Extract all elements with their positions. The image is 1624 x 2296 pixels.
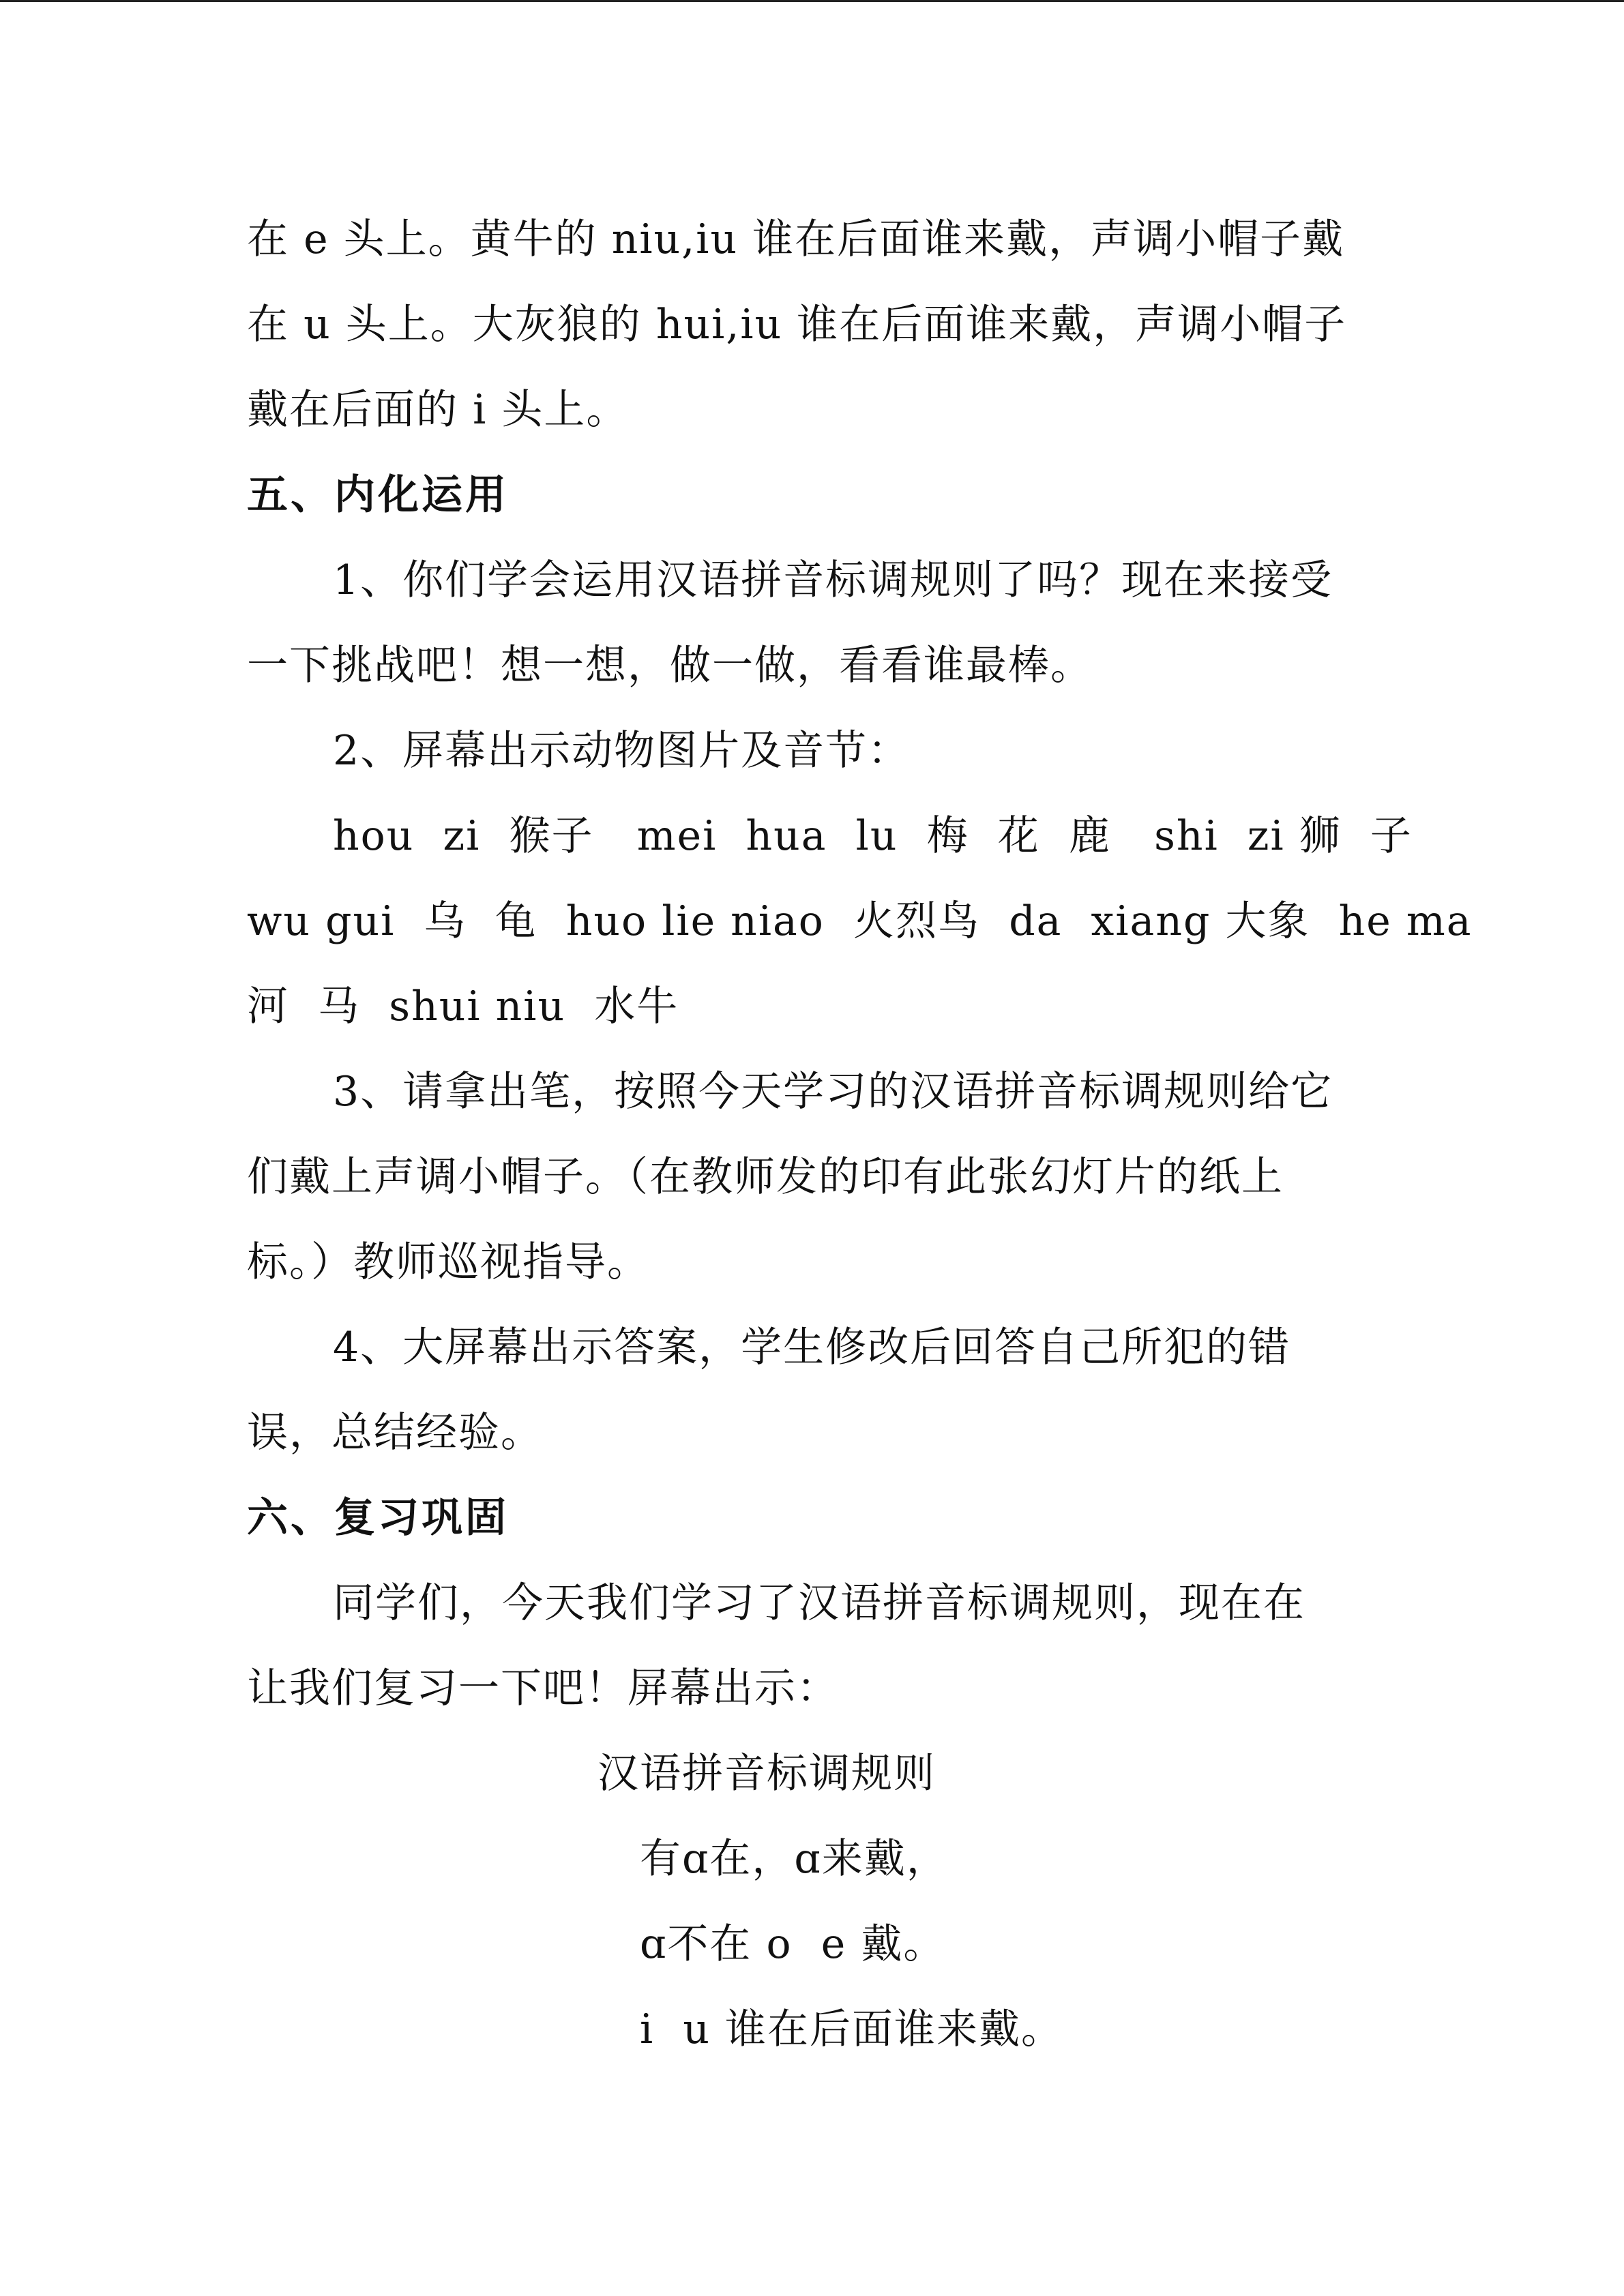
paragraph-3-line-3: 标。）教师巡视指导。: [247, 1238, 649, 1286]
section-heading-5: 五、内化运用: [247, 471, 509, 519]
rule-line-2: ɑ不在 o e 戴。: [640, 1920, 946, 1968]
rules-title: 汉语拼音标调规则: [597, 1750, 936, 1798]
review-paragraph-line-2: 让我们复习一下吧！屏幕出示：: [247, 1665, 839, 1712]
paragraph-1-line-2: 一下挑战吧！想一想，做一做，看看谁最棒。: [247, 642, 1093, 689]
body-line-1: 在 e 头上。黄牛的 niu,iu 谁在后面谁来戴，声调小帽子戴: [247, 215, 1345, 263]
page-top-border: [0, 0, 1624, 2]
review-paragraph-line-1: 同学们，今天我们学习了汉语拼音标调规则，现在在: [333, 1579, 1305, 1627]
pinyin-line-2: wu gui 乌 龟 huo lie niao 火烈鸟 da xiang 大象 he ma: [247, 897, 1473, 945]
paragraph-4-line-2: 误，总结经验。: [247, 1409, 543, 1457]
paragraph-2: 2、屏幕出示动物图片及音节：: [333, 727, 911, 775]
paragraph-1-line-1: 1、你们学会运用汉语拼音标调规则了吗？现在来接受: [333, 556, 1333, 604]
rule-line-3: i u 谁在后面谁来戴。: [640, 2006, 1064, 2053]
pinyin-line-1: hou zi 猴子 mei hua lu 梅 花 鹿 shi zi 狮 子: [333, 812, 1413, 860]
paragraph-4-line-1: 4、大屏幕出示答案，学生修改后回答自己所犯的错: [333, 1324, 1291, 1371]
section-heading-6: 六、复习巩固: [247, 1494, 509, 1542]
pinyin-line-3: 河 马 shui niu 水牛: [247, 983, 679, 1030]
paragraph-3-line-1: 3、请拿出笔，按照今天学习的汉语拼音标调规则给它: [333, 1068, 1333, 1116]
body-line-2: 在 u 头上。大灰狼的 hui,iu 谁在后面谁来戴，声调小帽子: [247, 301, 1347, 348]
paragraph-3-line-2: 们戴上声调小帽子。（在教师发的印有此张幻灯片的纸上: [247, 1153, 1284, 1201]
body-line-3: 戴在后面的 i 头上。: [247, 386, 629, 434]
rule-line-1: 有ɑ在，ɑ来戴，: [640, 1835, 949, 1883]
